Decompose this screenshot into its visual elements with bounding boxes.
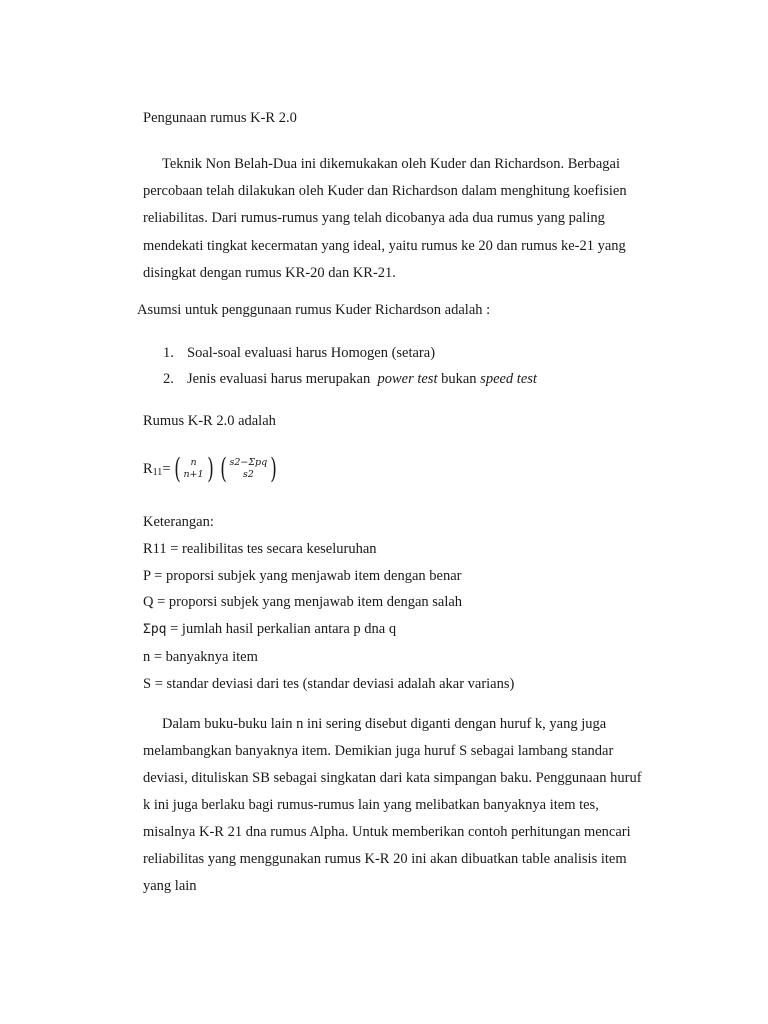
paragraph-line: mendekati tingkat kecermatan yang ideal, yaitu rumus ke 20 dan rumus ke-21 yang (143, 237, 626, 254)
formula-equals: = (162, 460, 171, 477)
legend-s: S = standar deviasi dari tes (standar deviasi adalah akar varians) (143, 675, 515, 692)
paragraph-line: misalnya K-R 21 dna rumus Alpha. Untuk memberikan contoh perhitungan mencari (143, 824, 631, 840)
list-number: 2. (163, 371, 174, 387)
legend-block (143, 509, 514, 698)
paragraph-line: yang lain (143, 878, 197, 894)
formula-group-1 (172, 452, 216, 485)
list-emphasis: power test (377, 371, 438, 387)
list-item (163, 371, 537, 388)
fraction-n-over-n-plus-1 (182, 457, 204, 481)
fraction-variance-term (228, 457, 268, 481)
legend-sum (143, 616, 514, 644)
formula-title: Rumus K-R 2.0 adalah (143, 413, 276, 429)
paragraph-line: Dalam buku-buku lain n ini sering disebut diganti dengan huruf k, yang juga (162, 716, 607, 732)
open-paren: ( (219, 452, 227, 485)
assumption-intro: Asumsi untuk penggunaan rumus Kuder Richardson adalah : (137, 302, 491, 318)
legend-q: Q = proporsi subjek yang menjawab item dengan salah (143, 594, 463, 611)
section-heading: Pengunaan rumus K-R 2.0 (143, 110, 297, 126)
close-paren: ) (206, 452, 214, 485)
legend-r11: R11 = realibilitas tes secara keseluruhan (143, 540, 377, 557)
paragraph-line: disingkat dengan rumus KR-20 dan KR-21. (143, 264, 396, 281)
paragraph-line: k ini juga berlaku bagi rumus-rumus lain yang melibatkan banyaknya item tes, (143, 797, 599, 813)
paragraph-line: Teknik Non Belah-Dua ini dikemukakan oleh Kuder dan Richardson. Berbagai (162, 156, 621, 172)
kr20-formula (143, 452, 280, 485)
closing-paragraph (143, 711, 642, 900)
list-text: bukan (437, 371, 481, 387)
intro-paragraph (143, 151, 627, 287)
fraction-numerator: n (190, 457, 197, 468)
open-paren: ( (173, 452, 181, 485)
sum-symbol: Σpq (143, 622, 167, 638)
fraction-denominator: n+1 (183, 469, 204, 480)
list-text: Jenis evaluasi harus merupakan (187, 371, 378, 387)
paragraph-line: reliabilitas. Dari rumus-rumus yang telah dicobanya ada dua rumus yang paling (143, 210, 605, 227)
formula-group-2 (218, 452, 280, 485)
fraction-denominator: s2 (242, 469, 254, 480)
formula-lhs-subscript: 11 (152, 466, 163, 478)
paragraph-line: melambangkan banyaknya item. Demikian juga huruf S sebagai lambang standar (143, 743, 614, 759)
legend-sum-text: = jumlah hasil perkalian antara p dna q (166, 621, 397, 638)
fraction-numerator: s2−Σpq (229, 457, 268, 468)
paragraph-line: deviasi, dituliskan SB sebagai singkatan dari kata simpangan baku. Penggunaan huruf (143, 770, 642, 786)
list-number: 1. (163, 345, 174, 361)
legend-n: n = banyaknya item (143, 648, 258, 665)
list-item (163, 345, 435, 362)
legend-p: P = proporsi subjek yang menjawab item dengan benar (143, 567, 462, 584)
list-text: Soal-soal evaluasi harus Homogen (setara) (187, 345, 436, 361)
paragraph-line: reliabilitas yang menggunakan rumus K-R 20 ini akan dibuatkan table analisis item (143, 851, 627, 867)
legend-title: Keterangan: (143, 514, 214, 530)
formula-lhs: R (143, 460, 153, 477)
paragraph-line: percobaan telah dilakukan oleh Kuder dan Richardson dalam menghitung koefisien (143, 183, 627, 200)
list-emphasis: speed test (480, 371, 537, 387)
close-paren: ) (270, 452, 277, 485)
